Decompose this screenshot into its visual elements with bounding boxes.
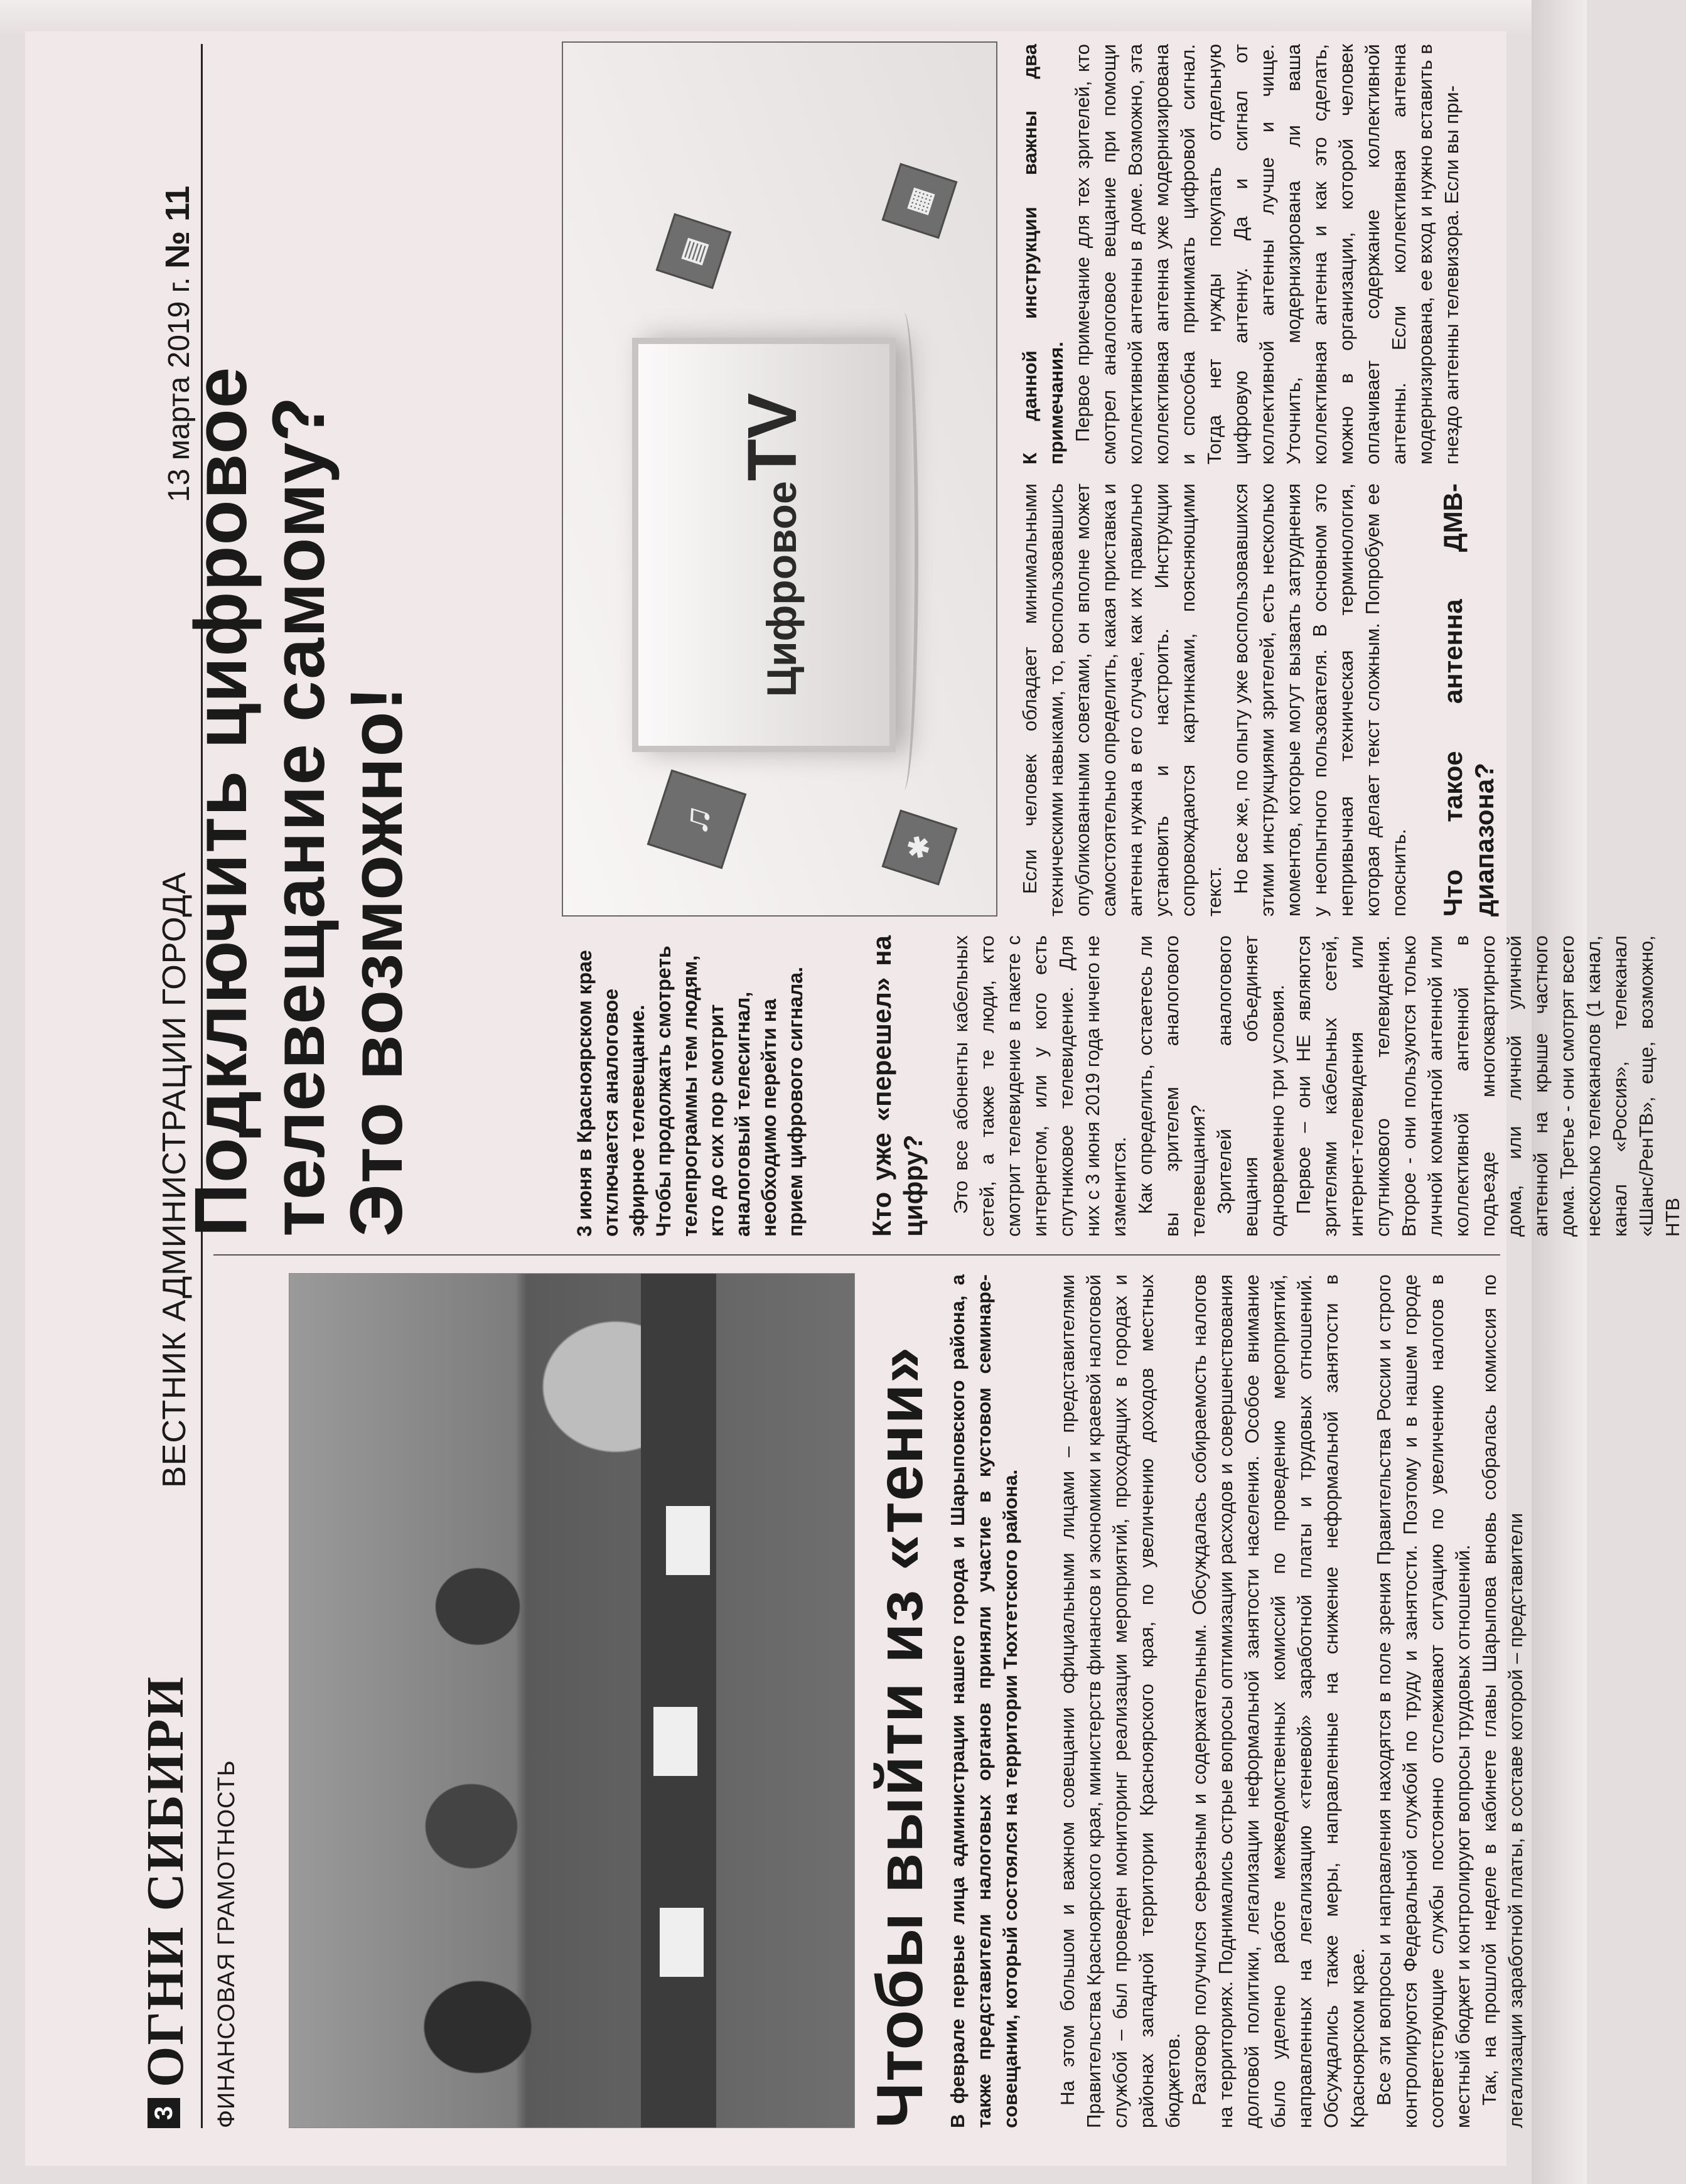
headline-line: Это возможно! xyxy=(335,686,418,1237)
headline-line: телевещание самому? xyxy=(257,395,340,1237)
paragraph: Первое примечание для тех зрителей, кто смотрел аналоговое вещание при помощи коллективной антенны в доме. Возможно, эта коллективная антенна уже модернизирована и способна принимать цифровой сигнал. Тогда нет нужды покупать отдельную цифровую антенну. Да и сигнал от коллективной антенны лучше и чище. Уточнить, модернизирована ли ваша коллективная антенна и как это сделать, можно в организации, которой человек оплачивает содержание коллективной антенны. Если коллективная антенна модернизирована, ее вход и нужно вставить в гнездо антенны телевизора. Если вы при- xyxy=(1071,44,1463,465)
main-headline xyxy=(182,56,416,1237)
paragraph: Все эти вопросы и направления находятся в поле зрения Правительства России и строго контролируются Федеральной службой по труду и занятости. Поэтому и в нашем городе соответствующие службы постоянно отслеживают ситуацию по увеличению налогов в местный бюджет и контролируют вопросы трудовых отношений. xyxy=(1373,1274,1474,2128)
main-column-1 xyxy=(866,935,1683,1237)
rubric: ФИНАНСОВАЯ ГРАМОТНОСТЬ xyxy=(213,1760,240,2128)
tv-logo-word: Цифровое xyxy=(758,481,805,697)
photo-paper xyxy=(653,1707,697,1776)
paragraph: Это все абоненты кабельных сетей, а также те люди, кто смотрит телевидение в пакете с интернетом, или у кого есть спутниковое телевидение. Для них с 3 июня 2019 года ничего не изменится. xyxy=(950,935,1130,1237)
headline-line: Подключить цифровое xyxy=(180,366,262,1237)
column-divider xyxy=(213,1254,1500,1256)
issue-date: 13 марта 2019 г. xyxy=(163,277,196,502)
tv-logo-mark: TV xyxy=(734,392,811,481)
cube-play-icon: ♫ xyxy=(647,770,747,869)
instruction-note-lead: К данной инструкции важны два примечания. xyxy=(1019,44,1067,465)
subhead-antenna: Что такое антенна ДМВ-диапазона? xyxy=(1438,483,1499,917)
left-article-lead: В феврале первые лица администрации нашего города и Шарыповского района, а также представители налоговых органов приняли участие в кустовом семинаре-совещании, который состоялся на территории Тюхтетского района. xyxy=(947,1274,1021,2128)
page-number: 3 xyxy=(148,2098,180,2128)
meeting-photo xyxy=(289,1273,855,2128)
paragraph: Зрителей аналогового вещания объединяет одновременно три условия. xyxy=(1213,935,1288,1237)
photo-table xyxy=(641,1274,716,2128)
cube-letter-icon: ▤ xyxy=(656,213,732,289)
left-article-title: Чтобы выйти из «тени» xyxy=(864,1346,937,2128)
masthead: ОГНИ СИБИРИ xyxy=(136,1676,195,2087)
cube-gear-icon: ✱ xyxy=(882,810,958,886)
main-column-2 xyxy=(1017,483,1500,917)
paragraph: Так, на прошлой неделе в кабинете главы Шарыпова вновь собралась комиссия по легализации заработной платы, в составе которой – представители xyxy=(1478,1274,1527,2128)
paragraph: Первое – они НЕ являются зрителями кабельных сетей, интернет-телевидения или спутникового телевидения. Второе - они пользуются только личной комнатной антенной или коллективной антенной в подъезде многоквартирного дома, или личной уличной антенной на крыше частного дома. Третье - они смотрят всего несколько телеканалов (1 канал, канал «Россия», телеканал «Шанс/РенТВ», еще, возможно, НТВ xyxy=(1292,935,1683,1237)
section-title: ВЕСТНИК АДМИНИСТРАЦИИ ГОРОДА xyxy=(156,871,193,1488)
paragraph: Разговор получился серьезным и содержательным. Обсуждалась собираемость налогов на территориях. Поднимались острые вопросы оптимизации расходов и совершенствования долговой политики, легализации неформальной занятости населения. Особое внимание было уделено работе межведомственных комиссий по проведению мероприятий, направленных на легализацию «теневой» заработной платы и трудовых отношений. Обсуждались также меры, направленные на снижение неформальной занятости в Красноярском крае. xyxy=(1188,1274,1368,2128)
subhead-who-switched: Кто уже «перешел» на цифру? xyxy=(867,935,928,1237)
tv-logo xyxy=(733,344,812,746)
tv-screen xyxy=(632,338,896,752)
paragraph: Но все же, по опыту уже воспользовавшихся этими инструкциями зрителей, есть несколько моментов, которые могут вызвать затруднения у неопытного пользователя. В основном это непривычная техническая терминология, которая делает текст сложным. Попробуем ее пояснить. xyxy=(1230,483,1410,917)
cube-grid-icon: ▦ xyxy=(882,163,958,239)
left-article-body xyxy=(1055,1274,1527,2128)
paragraph: Как определить, остаетесь ли вы зрителем аналогового телевещания? xyxy=(1134,935,1209,1237)
photo-paper xyxy=(660,1908,704,1977)
tv-stand xyxy=(889,313,918,790)
main-column-3 xyxy=(1017,44,1500,465)
photo-paper xyxy=(666,1506,710,1575)
digital-tv-illustration xyxy=(562,41,997,917)
newspaper-page xyxy=(25,31,1683,2166)
issue-number: № 11 xyxy=(159,185,196,269)
paragraph: На этом большом и важном совещании официальными лицами – представителями Правительства Красноярского края, министерств финансов и экономики и краевой налоговой службой – был проведен мониторинг реализации мероприятий, проходящих в городах и районах западной территории Красноярского края, по увеличению доходов местных бюджетов. xyxy=(1056,1274,1184,2128)
main-article-lead: 3 июня в Красноярском крае отключается аналоговое эфирное телевещание. Чтобы продолжать смотреть телепрограммы тем людям, кто до сих пор смотрит аналоговый телесигнал, необходимо перейти на прием цифрового сигнала. xyxy=(573,945,807,1237)
paragraph: Если человек обладает минимальными техническими навыками, то, воспользовавшись опубликованными советами, он вполне может самостоятельно определить, какая приставка и антенна нужна в его случае, как их правильно установить и настроить. Инструкции сопровождаются картинками, поясняющими текст. xyxy=(1019,483,1225,917)
